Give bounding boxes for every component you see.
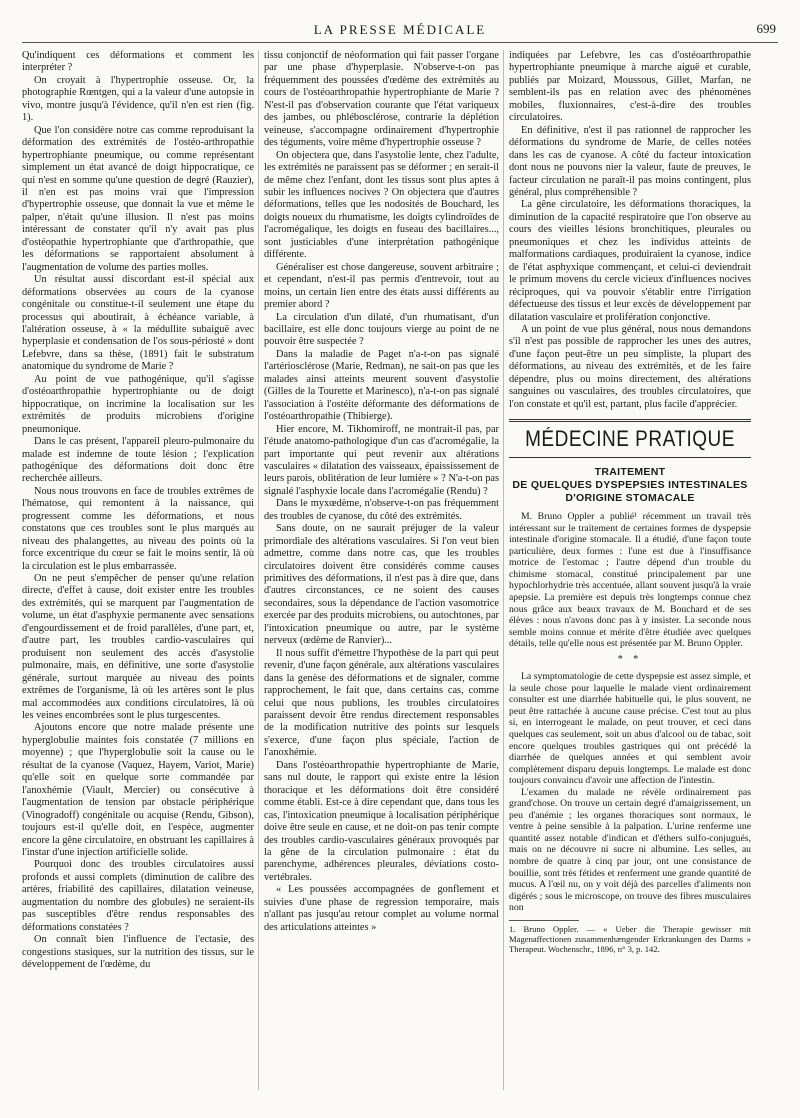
paragraph: Dans le myxœdème, n'observe-t-on pas fréquemment des troubles de cyanose, du côté des extrémités.: [264, 498, 499, 522]
paragraph: On ne peut s'empêcher de penser qu'une relation directe, d'effet à cause, doit exister entre les troubles des extrémités, qui se marquent par l'augmentation de volume, un état d'asphyxie permanente avec sensations d'engourdissement et de froid parallèles, d'une part, et, d'autre part, les troubles cardio-vasculaires qui produisent non seulement des accès d'asystolie pulmonaire, mais, en définitive, une sorte d'asystolie générale, surtout marquée au niveau des points extrêmes de l'organisme, là où les artères sont le plus mal accommodées aux conditions circulatoires, là où les veines encombrées sont le plus turgescentes.: [22, 573, 254, 722]
paragraph: Au point de vue pathogénique, qu'il s'agisse d'ostéoarthropathie hypertrophiante ou de doigt hippocratique, on incrimine la localisation sur les extrémités de produits microbiens d'origine pneumonique.: [22, 373, 254, 435]
paragraph: Généraliser est chose dangereuse, souvent arbitraire ; et cependant, n'est-il pas permis d'entrevoir, tout au moins, un certain lien entre des états aussi différents au premier abord ?: [264, 261, 499, 311]
paragraph: A un point de vue plus général, nous nous demandons s'il n'est pas possible de rapprocher les unes des autres, d'une façon peut-être un peu simpliste, la plupart des déformations, au niveau des extrémités, et de les faire dépendre, plus ou moins directement, des altérations sanguines ou vasculaires, des troubles circulatoires, que l'on constate et qu'il est, partant, plus facile d'apprécier.: [509, 323, 751, 410]
paragraph: L'examen du malade ne révèle ordinairement pas grand'chose. On trouve un certain degré d'amaigrissement, un peu d'anémie ; les organes thoraciques sont normaux, le ventre à peine sensible à la palpation. L'urine renferme une quantité assez notable d'indican et d'éthers sulfo-conjugués, mais on ne découvre ni sucre ni albumine. Les selles, au nombre de quatre à cinq par jour, ont une consistance de bouillie, sont très fétides et renferment une grande quantité de mucus. A l'œil nu, on y voit déjà des parcelles d'aliments non digérés ; sous le microscope, on trouve des fibres musculaires non: [509, 786, 751, 914]
article-title-line: TRAITEMENT: [594, 466, 666, 479]
paragraph: On connaît bien l'influence de l'ectasie, des congestions stasiques, sur la nutrition des tissus, sur le développement de l'œdème, du: [22, 934, 254, 971]
column-divider-2: [503, 50, 504, 1090]
paragraph: Pourquoi donc des troubles circulatoires aussi profonds et aussi complets (diminution de calibre des artères, friabilité des capillaires, dilatation veineuse, augmentation du nombre des globules) ne seraient-ils pas susceptibles d'être rendus responsables des déformations constatées ?: [22, 859, 254, 933]
column-1: [22, 50, 254, 972]
paragraph: En définitive, n'est il pas rationnel de rapprocher les déformations du syndrome de Marie, de celles notées dans les cas de cyanose. A côté du facteur intoxication dont nous ne pouvons nier la valeur, faute de preuves, le facteur circulation ne paraît-il pas moins contingent, plus général, plus compréhensible ?: [509, 124, 751, 198]
section-medecine-pratique: [509, 419, 751, 954]
paragraph: M. Bruno Oppler a publié¹ récemment un travail très intéressant sur le traitement de certaines formes de dyspepsie intestinale d'origine stomacale. Il a étudié, d'une façon toute particulière, deux formes : l'une est due à l'insuffisance motrice de l'estomac ; l'autre dépend d'un trouble du chimisme stomacal, constitué principalement par une hypochlorhydrie très accentuée, allant souvent jusqu'à la vraie apepsie. La première est depuis très longtemps connue chez nous grâce aux beaux travaux de M. Bouchard et de ses élèves : nous n'avons donc pas à y insister. La seconde nous semble moins connue et mérite d'être étudiée avec quelques détails, telle qu'elle nous est présentée par M. Bruno Oppler.: [509, 511, 751, 650]
asterism: * *: [617, 653, 643, 665]
paragraph: On croyait à l'hypertrophie osseuse. Or, la photographie Rœntgen, qui a la valeur d'une autopsie in vivo, montre jusqu'à l'évidence, qu'il n'en est rien (fig. 1).: [22, 74, 254, 124]
paragraph: La symptomatologie de cette dyspepsie est assez simple, et la seule chose pour laquelle le malade vient ordinairement consulter est une diarrhée habituelle qui, le plus souvent, ne peut être rattachée à aucune cause précise. C'est tout au plus si, en interrogeant le malade, on peut trouver, et ceci dans quelques cas seulement, soit un abus d'alcool ou de tabac, soit encore quelques troubles gastriques qui ont précédé la diarrhée de quelques années et qui semblent avoir complètement disparu depuis longtemps. Le malade est donc toujours convaincu d'avoir une affection de l'intestin.: [509, 671, 751, 787]
section-rule: [509, 457, 751, 458]
paragraph: « Les poussées accompagnées de gonflement et suivies d'une phase de regression temporaire, mais n'allant pas jusqu'au retour complet au volume normal des articulations atteintes »: [264, 884, 499, 933]
column-3: [509, 50, 751, 954]
footnote: 1. Bruno Oppler. — « Ueber die Therapie gewisser mit Magenaffectionen zusammenhængender Erkrankungen des Darms » Therapeut. Wochenschr., 1896, n° 3, p. 142.: [509, 923, 751, 954]
page-header: [22, 20, 778, 43]
page-number: 699: [756, 21, 776, 36]
paragraph: La gêne circulatoire, les déformations thoraciques, la diminution de la capacité respiratoire que l'on observe au cours des vieilles lésions bronchitiques, pleurales ou pneumoniques et chez les individus atteints de malformations cardiaques, produiraient la cyanose, indice de l'état asphyxique commençant, et celui-ci deviendrait le primum movens du cercle vicieux d'influences nocives réciproques, qui va pouvoir s'établir entre l'irrigation défectueuse des tissus et leur excès de développement par dilatation vasculaire et prolifération conjonctive.: [509, 199, 751, 323]
paragraph: La circulation d'un dilaté, d'un rhumatisant, d'un bacillaire, est elle donc toujours vierge au point de ne pouvoir être suspectée ?: [264, 311, 499, 348]
paragraph: Qu'indiquent ces déformations et comment les interpréter ?: [22, 50, 254, 74]
section-rule: [509, 419, 751, 422]
column-divider-1: [258, 50, 259, 1090]
paragraph: Ajoutons encore que notre malade présente une hyperglobulie maintes fois constatée (7 millions en moyenne) ; que l'hyperglobulie soit la cause ou le résultat de la cyanose (Vaquez, Hayem, Variot, Marie) qu'elle soit en quelque sorte commandée par l'anoxhémie (Viault, Mercier) ou consécutive à l'augmentation de tension par obstacle périphérique (Vinogradoff) congénitale ou acquise (Rendu, Gibson), toujours est-il qu'elle doit, en l'espèce, augmenter encore la gêne circulatoire, en obstruant les capillaires à l'instar d'une injection artificielle solide.: [22, 722, 254, 858]
article-title-line: D'ORIGINE STOMACALE: [565, 492, 695, 505]
paragraph: Un résultat aussi discordant est-il spécial aux déformations observées au cours de la cyanose congénitale ou constitue-t-il seulement une étape du processus qui aboutirait, à échéance variable, à l'altération osseuse, à « la médullite subaiguë avec hyperplasie et condensation de l'os sous-périosté » dont Lefebvre, dans sa thèse, (1891) fait le substratum anatomique du syndrome de Marie ?: [22, 274, 254, 373]
paragraph: Dans la maladie de Paget n'a-t-on pas signalé l'artériosclérose (Marie, Redman), ne sait-on pas que les malades ainsi atteints meurent souvent d'asystolie (Gilles de la Tourette et Marinesco), n'a-t-on pas signalé l'association à l'ostéite déformante des déformations de l'ostéoarthropathie (Thibierge).: [264, 348, 499, 423]
paragraph: Que l'on considère notre cas comme reproduisant la déformation des extrémités de l'ostéo-arthropathie hypertrophiante pneumique, ou comme représentant simplement un état avancé de doigt hippocratique, ce qui n'est en somme qu'une question de degré (Rauzier), il n'en est pas moins vrai que l'impression d'hypertrophie osseuse, que donnait la vue et même le palper, n'était qu'une illusion. Il n'est pas moins intéressant de constater qu'il n'y avait pas plus d'ostéopathie hypertrophiante que d'arthropathie, que les déformations se rapportaient absolument à l'augmentation de volume des parties molles.: [22, 124, 254, 273]
paragraph: Dans le cas présent, l'appareil pleuro-pulmonaire du malade est indemne de toute lésion ; l'explication pathogénique des déformations doit donc être recherchée ailleurs.: [22, 436, 254, 485]
paragraph: Nous nous trouvons en face de troubles extrêmes de l'hématose, qui remontent à la naissance, qui progressent comme les déformations, et nous constatons que ces troubles sont le plus marqués au niveau des phalangettes, au niveau des points où la force excentrique du cœur se fait le moins sentir, là où la circulation est le plus embarrassée.: [22, 485, 254, 572]
paragraph: On objectera que, dans l'asystolie lente, chez l'adulte, les extrémités ne paraissent pas se déformer ; en serait-il de même chez l'enfant, dont les tissus sont plus aptes à subir les influences nocives ? On objectera que d'autres déformations, telles que les nodosités de Bouchard, les doigts noueux du rhumatisme, les doigts cylindroïdes de l'acromégalique, les doigts en fuseau des bacillaires..., sont justiciables d'une interprétation pathogénique différente.: [264, 149, 499, 261]
paragraph: indiquées par Lefebvre, les cas d'ostéoarthropathie hypertrophiante pneumique à marche aiguë et curable, publiés par Moizard, Moussous, Gillet, Marfan, ne semblent-ils pas en relation avec des phénomènes mobiles, fluxionnaires, c'est-à-dire des troubles circulatoires.: [509, 50, 751, 124]
paragraph: Il nous suffit d'émettre l'hypothèse de la part qui peut revenir, d'une façon générale, aux altérations vasculaires dans la genèse des déformations et de signaler, comme rapprochement, le fait que, dans certains cas, comme celui que nous publions, les troubles circulatoires paraissent devoir être rendus directement responsables de la modification nutritive des points sur lesquels s'exerce, d'une façon plus spéciale, l'action de l'anoxhémie.: [264, 647, 499, 759]
paragraph: Sans doute, on ne saurait préjuger de la valeur primordiale des altérations vasculaires. Si l'on veut bien admettre, comme dans notre cas, que les troubles circulatoires doivent être considérés comme causes primitives des déformations, il n'est pas à dire que, dans d'autres circonstances, ce ne soient des causes secondaires, sous la dépendance de l'action vasomotrice exercée par des produits microbiens, ou autochtones, par l'intoxication pneumique ou autre, par le système nerveux (œdème de Ranvier)...: [264, 523, 499, 647]
article-body: [509, 511, 751, 954]
section-title: MÉDECINE PRATIQUE: [525, 427, 735, 452]
paragraph: tissu conjonctif de néoformation qui fait passer l'organe par une phase d'hyperplasie. N'observe-t-on pas fréquemment des poussées d'œdème des extrémités au cours de l'ostéoarthropathie hypertrophiante de Marie ? N'est-il pas d'observation courante que l'état variqueux des jambes, ou phlébosclérose, contrarie la déplétion veineuse, s'accompagne ordinairement d'hypertrophie des téguments, voire même d'hypertrophie osseuse ?: [264, 50, 499, 149]
paragraph: Dans l'ostéoarthropathie hypertrophiante de Marie, sans nul doute, le rapport qui existe entre la lésion thoracique et les déformations doit être considéré comme établi. Est-ce à dire cependant que, dans tous les cas, l'intoxication pneumique à localisation périphérique doive être seule en cause, et ne doit-on pas tenir compte des troubles cardio-vasculaires généraux provoqués par la gêne de la circulation pulmonaire : état du parenchyme, adhérences pleurales, déviations costo-vertébrales.: [264, 759, 499, 883]
footnote-rule: [509, 920, 579, 921]
journal-title: LA PRESSE MÉDICALE: [313, 22, 487, 37]
column-2: [264, 50, 499, 934]
article-title-line: DE QUELQUES DYSPEPSIES INTESTINALES: [512, 479, 748, 492]
paragraph: Hier encore, M. Tikhomiroff, ne montrait-il pas, par l'étude anatomo-pathologique d'un cas d'acromégalie, la part importante qui peut revenir aux altérations vasculaires « dilatation des vaisseaux, épaississement de leurs parois, oblitération de leur lumière » ? N'a-t-on pas signalé l'asphyxie locale dans l'acromégalie (Rendu) ?: [264, 423, 499, 497]
